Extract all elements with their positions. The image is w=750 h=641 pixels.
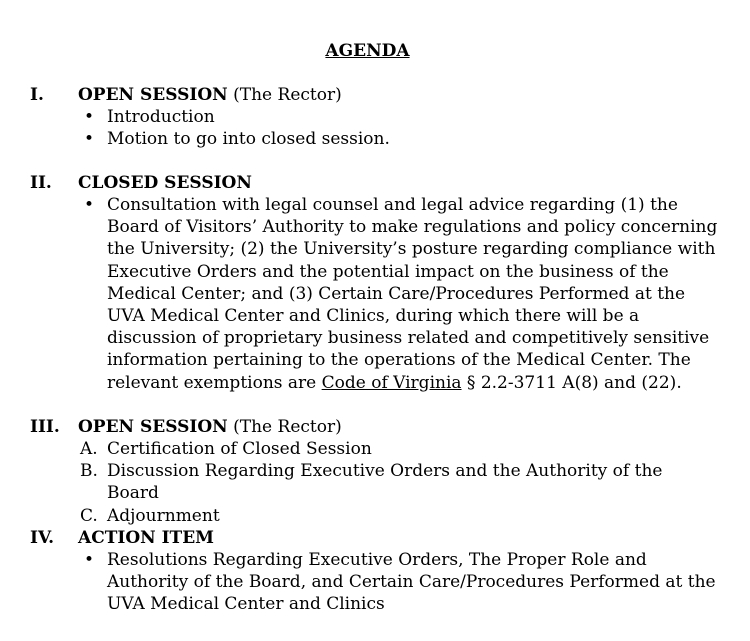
section-heading-text: CLOSED SESSION: [78, 173, 252, 193]
list-item-text-end: § 2.2-3711 A(8) and (22).: [461, 372, 682, 393]
section-heading: [78, 416, 342, 438]
section-heading-text: ACTION ITEM: [78, 528, 214, 548]
list-item-text: Adjournment: [107, 505, 220, 526]
section-heading: [78, 527, 214, 549]
list-item-text: Discussion Regarding Executive Orders and the Authority of the Board: [107, 461, 663, 504]
lettered-list: [78, 438, 718, 527]
list-item: [78, 438, 718, 460]
list-item-text: Certification of Closed Session: [107, 439, 372, 459]
list-item: [78, 549, 718, 616]
list-item-letter: A.: [80, 439, 98, 459]
bullet-list: [78, 549, 718, 616]
section-heading: [78, 172, 252, 194]
code-of-virginia-reference: Code of Virginia: [321, 372, 462, 393]
bullet-list: [78, 106, 718, 150]
list-item-text: Consultation with legal counsel and legal advice regarding (1) the Board of Visitors’ Authority to make regulations and policy concerning the University; (2) the University’s posture regarding compliance with Executive Orders and the potential impact on the business of the Medical Center; and (3) Certain Care/Procedures Performed at the UVA Medical Center and Clinics, during which there will be a discussion of proprietary business related and competitively sensitive information pertaining to the operations of the Medical Center. The relevant exemptions are: [107, 195, 718, 393]
section-heading-text: OPEN SESSION: [78, 417, 228, 437]
section-numeral: III.: [30, 417, 60, 437]
section-heading: [78, 84, 342, 106]
section-numeral: II.: [30, 173, 52, 193]
section-heading-note: (The Rector): [227, 417, 342, 437]
section-numeral: IV.: [30, 528, 55, 548]
bullet-list: [78, 194, 718, 394]
list-item: [78, 128, 718, 150]
list-item: [78, 460, 718, 504]
agenda-title: AGENDA: [325, 41, 410, 61]
section-numeral: I.: [30, 85, 44, 105]
bullet-icon: •: [84, 107, 95, 127]
list-item: [78, 505, 718, 527]
list-item-text: Motion to go into closed session.: [107, 129, 390, 150]
section-heading-text: OPEN SESSION: [78, 85, 228, 105]
list-item-text: Resolutions Regarding Executive Orders, The Proper Role and Authority of the Board, and Certain Care/Procedures Performed at the UVA Medical Center and Clinics: [107, 550, 716, 615]
list-item-letter: B.: [80, 461, 98, 482]
bullet-icon: •: [84, 195, 95, 215]
list-item: [78, 106, 718, 128]
section-heading-note: (The Rector): [227, 85, 342, 105]
list-item-text: Introduction: [107, 107, 215, 127]
bullet-icon: •: [84, 550, 95, 570]
list-item-letter: C.: [80, 505, 98, 526]
bullet-icon: •: [84, 129, 95, 150]
list-item: [78, 194, 718, 394]
